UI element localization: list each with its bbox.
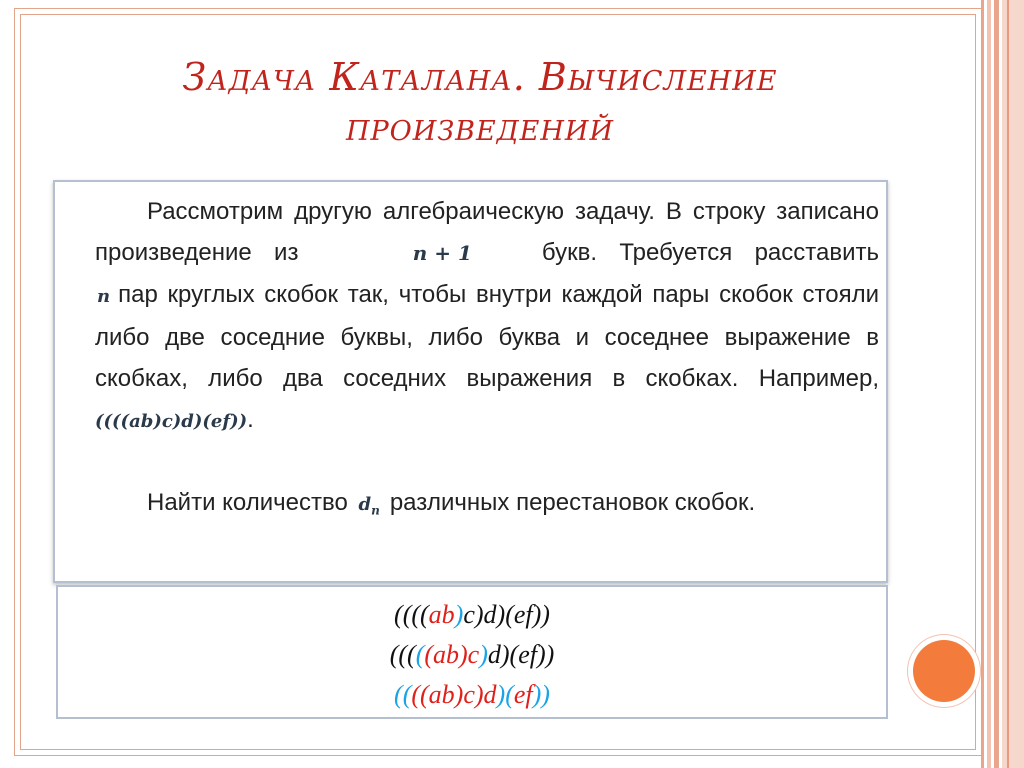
formula-box	[56, 585, 888, 719]
problem-text-box	[53, 180, 888, 583]
formula-segment: ab	[428, 600, 455, 629]
problem-text-2: букв. Требуется расставить	[541, 239, 879, 266]
formula-segment: (	[415, 640, 425, 669]
math-d: d	[358, 494, 372, 515]
formula-segment: ))	[532, 680, 550, 709]
math-n: n	[97, 286, 111, 307]
slide-title-line1: Задача Каталана. Вычисление	[182, 55, 778, 99]
formula-line-2	[58, 637, 886, 673]
decorative-orange-circle	[913, 640, 975, 702]
task-text-1: Найти количество	[147, 489, 348, 516]
task-text-2: различных перестановок скобок.	[389, 489, 756, 516]
math-example: ((((ab)c)d)(ef))	[95, 411, 248, 432]
math-n-plus-1: n + 1	[412, 241, 472, 265]
formula-segment: )(	[496, 680, 514, 709]
slide-title-line2: произведений	[345, 105, 615, 149]
formula-line-3	[58, 677, 886, 713]
formula-line-1	[58, 597, 886, 633]
math-sub-n: n	[371, 503, 380, 518]
right-stripe	[994, 0, 999, 768]
formula-segment: ((((	[394, 600, 429, 629]
formula-segment: ((	[394, 680, 412, 709]
formula-segment: (ab)c	[424, 640, 480, 669]
formula-segment: )	[454, 600, 464, 629]
problem-text-end: .	[247, 406, 254, 433]
formula-segment: )	[479, 640, 488, 669]
right-stripe	[987, 0, 991, 768]
math-dn	[358, 494, 380, 518]
right-stripe	[1002, 0, 1024, 768]
problem-text-3: пар круглых скобок так, чтобы внутри каждой пары скобок стояли либо две соседние буквы, либо буква и соседнее выражение в скобках, либо два соседних выражения в скобках. Например,	[95, 281, 879, 392]
formula-segment: ((ab)c)d	[411, 680, 497, 709]
problem-text-1: Рассмотрим другую алгебраическую задачу. В строку записано произведение из	[95, 198, 879, 266]
problem-paragraph	[95, 191, 879, 442]
formula-segment: d)(ef))	[487, 640, 555, 669]
formula-segment: ef	[513, 680, 533, 709]
slide-title	[60, 52, 900, 152]
right-stripe	[1007, 0, 1009, 768]
formula-segment: (((	[389, 640, 416, 669]
task-paragraph	[95, 482, 879, 532]
formula-segment: c)d)(ef))	[463, 600, 550, 629]
